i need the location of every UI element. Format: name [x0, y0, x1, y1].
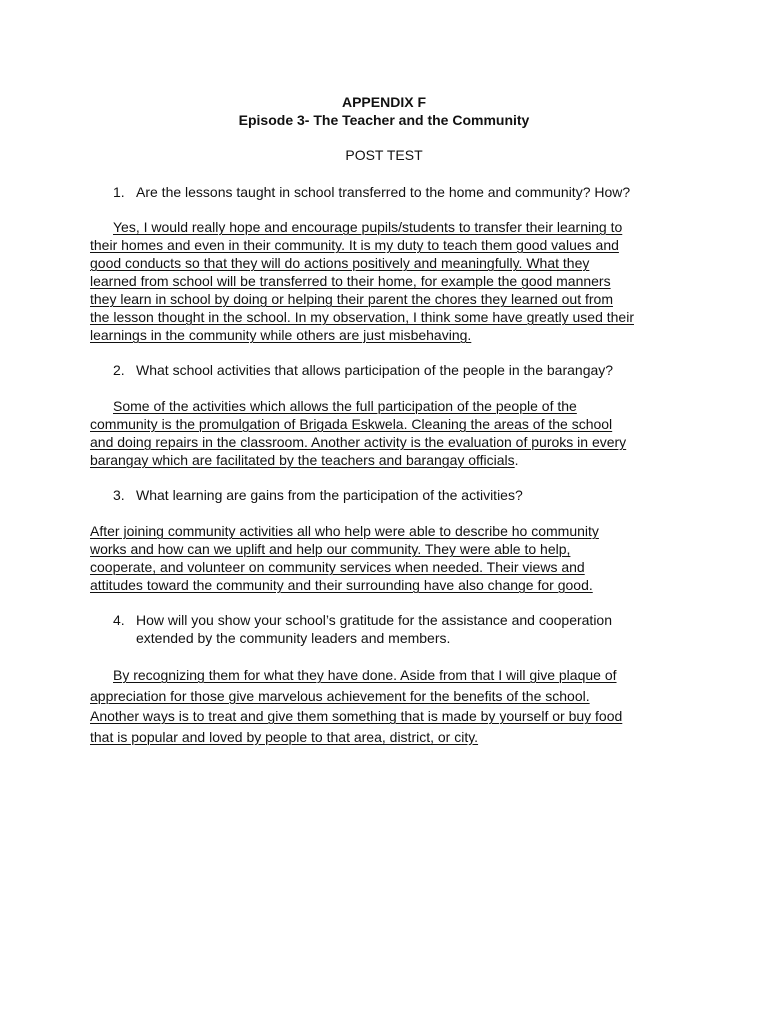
- answer-line: barangay which are facilitated by the teachers and barangay officials.: [90, 452, 519, 468]
- answer-line: the lesson thought in the school. In my observation, I think some have greatly used their: [90, 309, 634, 325]
- answer-line: and doing repairs in the classroom. Another activity is the evaluation of puroks in every: [90, 434, 627, 450]
- question-number: 1.: [113, 184, 125, 200]
- answer-line: Another ways is to treat and give them something that is made by yourself or buy food: [90, 708, 623, 724]
- appendix-title: APPENDIX F: [341, 94, 426, 110]
- question-3: [113, 486, 673, 504]
- answer-line: their homes and even in their community. It is my duty to teach them good values and: [90, 237, 619, 253]
- question-number: 4.: [113, 612, 125, 628]
- answer-4: [90, 665, 622, 747]
- post-test-title: POST TEST: [345, 147, 423, 163]
- question-1: [113, 183, 673, 201]
- question-text: What school activities that allows participation of the people in the barangay?: [136, 362, 614, 378]
- answer-line: they learn in school by doing or helping their parent the chores they learned out from: [90, 291, 613, 307]
- question-text-line: extended by the community leaders and members.: [136, 630, 451, 646]
- answer-line: By recognizing them for what they have done. Aside from that I will give plaque of: [113, 667, 617, 683]
- question-text-line: How will you show your school’s gratitude for the assistance and cooperation: [136, 612, 612, 628]
- question-4: [113, 611, 673, 647]
- answer-3: [90, 522, 599, 594]
- answer-tail: .: [514, 452, 519, 468]
- answer-line: learned from school will be transferred to their home, for example the good manners: [90, 273, 611, 289]
- answer-line: attitudes toward the community and their surrounding have also change for good.: [90, 577, 593, 593]
- answer-line: that is popular and loved by people to that area, district, or city.: [90, 728, 479, 745]
- answer-line: Yes, I would really hope and encourage pupils/students to transfer their learning to: [113, 219, 623, 235]
- answer-line: good conducts so that they will do actions positively and meaningfully. What they: [90, 255, 590, 271]
- answer-line: works and how can we uplift and help our community. They were able to help,: [90, 541, 571, 557]
- episode-title: Episode 3- The Teacher and the Community: [238, 112, 530, 128]
- question-number: 2.: [113, 362, 125, 378]
- question-text: Are the lessons taught in school transferred to the home and community? How?: [136, 184, 631, 200]
- answer-line: cooperate, and volunteer on community services when needed. Their views and: [90, 559, 585, 575]
- answer-line: appreciation for those give marvelous achievement for the benefits of the school.: [90, 687, 590, 704]
- answer-line: community is the promulgation of Brigada Eskwela. Cleaning the areas of the school: [90, 416, 613, 432]
- question-2: [113, 361, 673, 379]
- answer-1: [90, 218, 634, 344]
- question-text: What learning are gains from the participation of the activities?: [136, 487, 523, 503]
- answer-line: Some of the activities which allows the full participation of the people of the: [113, 398, 577, 414]
- answer-2: [90, 397, 626, 469]
- answer-line: learnings in the community while others are just misbehaving.: [90, 327, 472, 343]
- answer-line: After joining community activities all who help were able to describe ho community: [90, 523, 599, 539]
- question-number: 3.: [113, 487, 125, 503]
